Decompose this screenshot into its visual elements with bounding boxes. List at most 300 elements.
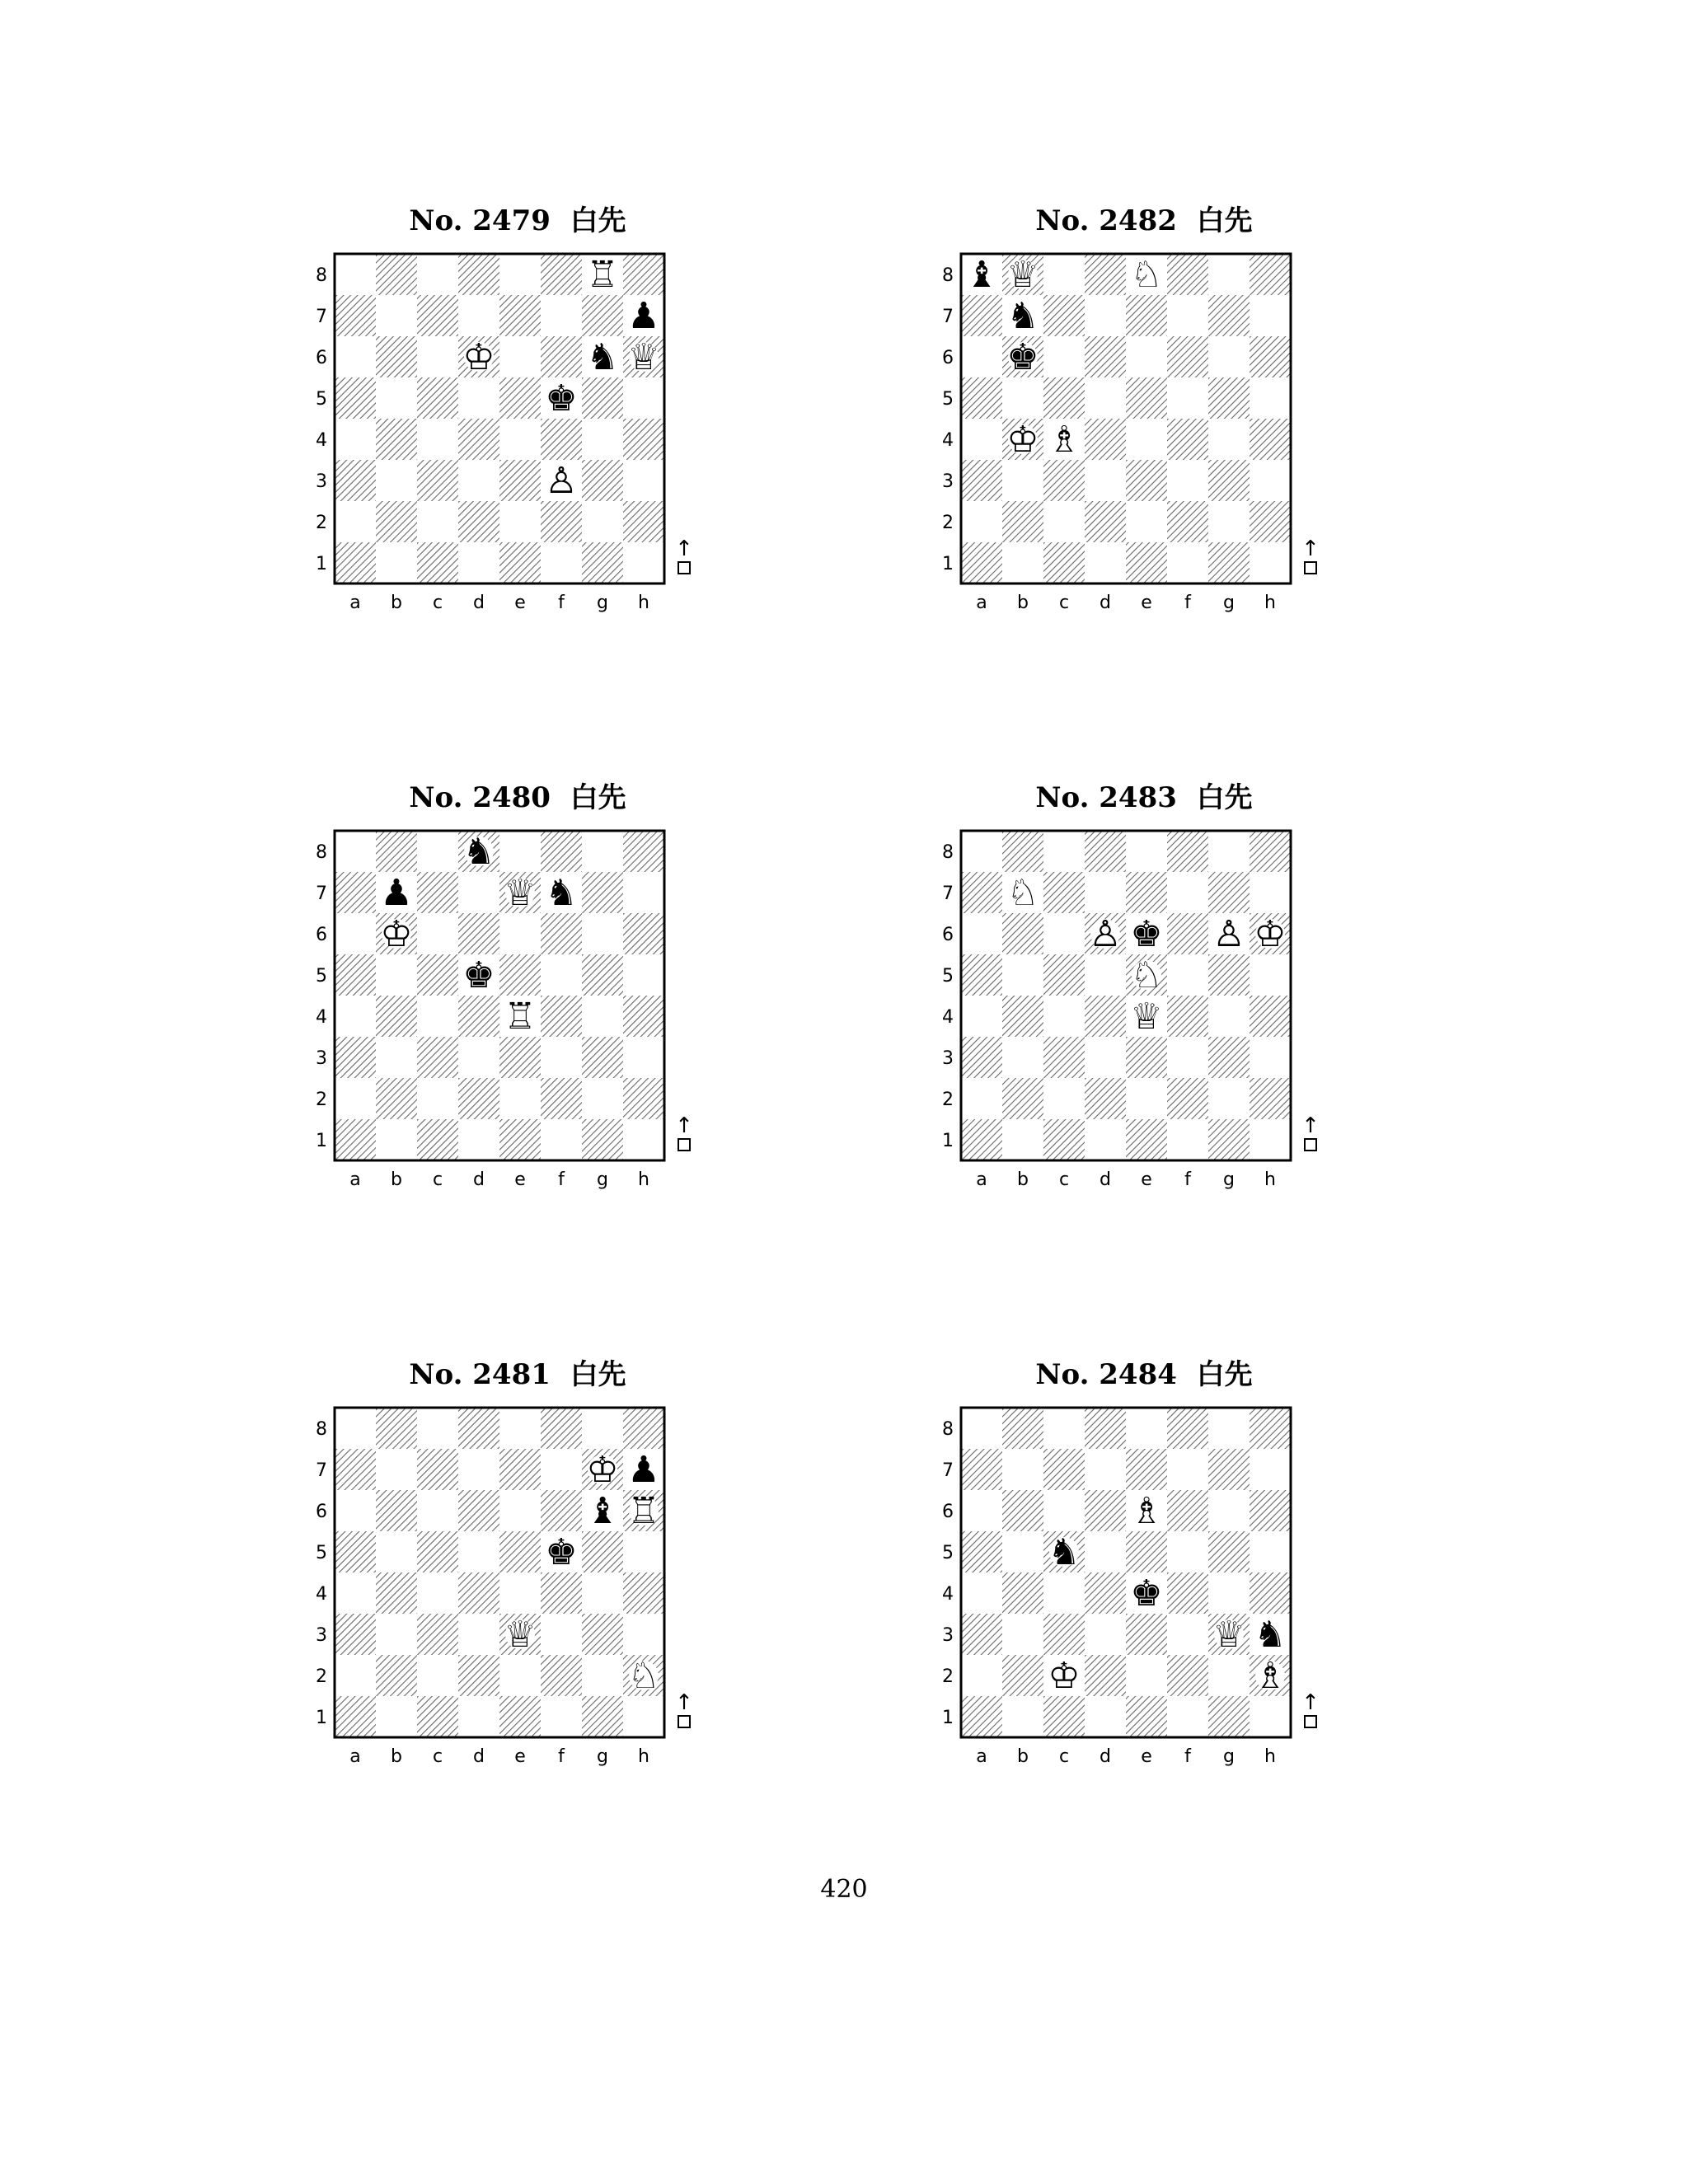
dark-square-a3 [961,1037,1002,1078]
light-square-h7 [623,872,664,913]
dark-square-b6 [1002,1490,1043,1531]
light-square-e6 [499,1490,541,1531]
light-square-a4 [335,1572,376,1614]
white-queen-icon: ♕ [504,872,537,914]
light-square-c4 [1043,1572,1085,1614]
rank-label: 2 [316,513,327,533]
rank-label: 2 [942,1666,954,1687]
dark-square-h8 [1250,254,1291,295]
dark-square-a7 [961,295,1002,336]
light-square-d1 [458,542,499,583]
light-square-d1 [458,1696,499,1737]
light-square-f3 [1167,1037,1208,1078]
dark-square-f6 [541,336,582,377]
white-queen-icon: ♕ [1130,996,1163,1038]
dark-square-g5 [582,377,623,419]
rank-label: 3 [316,1048,327,1069]
dark-square-c5 [417,377,458,419]
rank-label: 5 [942,389,954,410]
file-label: c [1058,593,1070,613]
light-square-d1 [458,1119,499,1160]
light-square-e2 [1126,1078,1167,1119]
dark-square-f6 [1167,913,1208,954]
rank-label: 2 [316,1090,327,1110]
light-square-b5 [376,954,417,996]
black-knight-icon: ♞ [1254,1614,1287,1656]
light-square-c2 [1043,501,1085,542]
dark-square-d8 [1085,831,1126,872]
rank-label: 3 [316,1625,327,1646]
dark-square-a3 [335,1614,376,1655]
dark-square-f2 [541,1655,582,1696]
light-square-d5 [458,377,499,419]
dark-square-a7 [335,295,376,336]
file-label: g [1223,1746,1235,1767]
file-label: d [473,593,485,613]
dark-square-f4 [1167,1572,1208,1614]
problem-stipulation: 白先 [1196,1358,1253,1391]
light-square-c6 [1043,913,1085,954]
light-square-f3 [1167,1614,1208,1655]
dark-square-d6 [458,913,499,954]
light-square-f5 [1167,377,1208,419]
black-king-icon: ♚ [1130,1572,1163,1615]
dark-square-a1 [961,1119,1002,1160]
dark-square-f2 [541,1078,582,1119]
light-square-f1 [541,1696,582,1737]
light-square-c6 [1043,1490,1085,1531]
rank-label: 4 [316,430,327,451]
light-square-e2 [499,1655,541,1696]
light-square-a4 [335,996,376,1037]
dark-square-b2 [1002,1655,1043,1696]
light-square-b5 [376,377,417,419]
file-label: b [1017,1169,1029,1190]
light-square-e8 [499,254,541,295]
problem-number: No. 2479 [409,204,551,237]
dark-square-h8 [1250,831,1291,872]
dark-square-h8 [623,1408,664,1449]
light-square-f7 [541,1449,582,1490]
rank-label: 8 [316,1419,327,1440]
side-to-move-box [678,1716,690,1727]
dark-square-a1 [335,1696,376,1737]
light-square-h3 [623,1037,664,1078]
problem-stipulation: 白先 [1196,204,1253,237]
black-bishop-icon: ♝ [586,1490,619,1532]
dark-square-h4 [1250,996,1291,1037]
rank-label: 7 [316,883,327,904]
dark-square-e5 [499,954,541,996]
light-square-d5 [1085,1531,1126,1572]
light-square-b1 [1002,1119,1043,1160]
dark-square-g7 [1208,295,1250,336]
black-king-icon: ♚ [545,1531,578,1573]
rank-label: 5 [316,1543,327,1563]
dark-square-a5 [335,377,376,419]
rank-label: 6 [942,925,954,945]
dark-square-g5 [1208,1531,1250,1572]
light-square-c8 [1043,1408,1085,1449]
light-square-g4 [1208,1572,1250,1614]
file-label: e [514,593,526,613]
light-square-g2 [1208,1655,1250,1696]
dark-square-h4 [1250,419,1291,460]
light-square-h3 [1250,1037,1291,1078]
file-label: b [391,593,402,613]
light-square-a2 [961,1078,1002,1119]
file-label: f [1184,1169,1191,1190]
light-square-c6 [417,336,458,377]
dark-square-b8 [376,1408,417,1449]
problem-stipulation: 白先 [1196,781,1253,814]
dark-square-f8 [1167,1408,1208,1449]
side-to-move-box [678,1139,690,1151]
white-pawn-icon: ♙ [1212,913,1245,955]
dark-square-f4 [541,1572,582,1614]
dark-square-e7 [1126,295,1167,336]
file-label: b [1017,1746,1029,1767]
dark-square-f6 [1167,1490,1208,1531]
file-label: c [432,1746,443,1767]
dark-square-g1 [582,1119,623,1160]
dark-square-g5 [1208,954,1250,996]
problem-stipulation: 白先 [570,204,626,237]
light-square-h1 [623,542,664,583]
white-knight-icon: ♘ [1130,254,1163,296]
light-square-b7 [376,1449,417,1490]
dark-square-e7 [499,1449,541,1490]
dark-square-b4 [376,1572,417,1614]
dark-square-c7 [1043,872,1085,913]
side-to-move-box [1305,562,1316,574]
light-square-a8 [335,254,376,295]
dark-square-c5 [417,1531,458,1572]
dark-square-e7 [1126,1449,1167,1490]
white-king-icon: ♔ [586,1449,619,1491]
light-square-a6 [335,913,376,954]
dark-square-c7 [1043,295,1085,336]
light-square-b3 [376,460,417,501]
light-square-d1 [1085,1119,1126,1160]
light-square-f5 [1167,1531,1208,1572]
file-label: a [349,1169,361,1190]
rank-label: 1 [316,1708,327,1728]
light-square-a6 [961,1490,1002,1531]
light-square-c4 [417,419,458,460]
dark-square-g1 [582,1696,623,1737]
file-label: g [1223,1169,1235,1190]
dark-square-h6 [1250,1490,1291,1531]
light-square-c8 [417,254,458,295]
rank-label: 1 [316,554,327,574]
dark-square-e5 [499,1531,541,1572]
rank-label: 1 [942,554,954,574]
rank-label: 3 [316,471,327,492]
chess-board [942,831,1343,1193]
dark-square-b8 [376,254,417,295]
side-to-move-box [678,562,690,574]
white-rook-icon: ♖ [627,1490,660,1532]
light-square-h3 [1250,460,1291,501]
chess-board [942,254,1343,616]
dark-square-e5 [499,377,541,419]
light-square-d3 [1085,1037,1126,1078]
rank-label: 3 [942,1625,954,1646]
file-label: d [473,1746,485,1767]
dark-square-h2 [623,1078,664,1119]
light-square-a8 [335,1408,376,1449]
file-label: b [1017,593,1029,613]
dark-square-a5 [335,1531,376,1572]
dark-square-e3 [499,460,541,501]
dark-square-e1 [1126,1696,1167,1737]
file-label: f [558,1169,565,1190]
light-square-g6 [1208,1490,1250,1531]
light-square-h1 [1250,1119,1291,1160]
file-label: d [1100,1169,1111,1190]
problem-title [321,198,714,238]
light-square-d7 [1085,872,1126,913]
white-king-icon: ♔ [462,336,495,378]
light-square-b3 [1002,1037,1043,1078]
light-square-b1 [1002,542,1043,583]
light-square-e2 [499,501,541,542]
light-square-h5 [623,377,664,419]
light-square-e6 [1126,336,1167,377]
dark-square-c1 [417,1119,458,1160]
light-square-d7 [458,1449,499,1490]
light-square-h5 [1250,377,1291,419]
dark-square-g1 [582,542,623,583]
dark-square-d4 [1085,996,1126,1037]
file-label: a [976,593,987,613]
light-square-c4 [1043,996,1085,1037]
dark-square-b6 [1002,913,1043,954]
light-square-b7 [376,295,417,336]
dark-square-f8 [541,831,582,872]
problem-title [321,1352,714,1392]
problem-2480 [316,775,783,1203]
dark-square-c7 [417,872,458,913]
dark-square-d8 [1085,254,1126,295]
white-king-icon: ♔ [380,913,413,955]
light-square-d5 [458,1531,499,1572]
dark-square-c1 [1043,1696,1085,1737]
dark-square-b6 [376,336,417,377]
file-label: d [473,1169,485,1190]
light-square-h5 [623,954,664,996]
file-label: c [1058,1746,1070,1767]
rank-label: 5 [942,1543,954,1563]
dark-square-b2 [1002,1078,1043,1119]
problem-stipulation: 白先 [570,1358,626,1391]
light-square-a6 [335,336,376,377]
dark-square-f2 [1167,1655,1208,1696]
rank-label: 2 [316,1666,327,1687]
light-square-d3 [458,460,499,501]
file-label: f [558,593,565,613]
arrow-up-icon: ↑ [675,537,693,561]
light-square-g2 [1208,501,1250,542]
light-square-a8 [961,831,1002,872]
dark-square-e3 [1126,460,1167,501]
light-square-d3 [458,1614,499,1655]
dark-square-g1 [1208,1696,1250,1737]
dark-square-g5 [1208,377,1250,419]
white-pawn-icon: ♙ [545,460,578,502]
light-square-a8 [335,831,376,872]
white-queen-icon: ♕ [1006,254,1039,296]
black-pawn-icon: ♟ [627,1449,660,1491]
file-label: d [1100,593,1111,613]
dark-square-h4 [623,996,664,1037]
file-label: f [558,1746,565,1767]
light-square-d7 [458,872,499,913]
light-square-d5 [1085,954,1126,996]
dark-square-a7 [961,1449,1002,1490]
light-square-b5 [376,1531,417,1572]
file-label: g [597,1746,608,1767]
light-square-e4 [1126,419,1167,460]
light-square-e8 [499,1408,541,1449]
chess-board [942,1408,1343,1770]
dark-square-a5 [335,954,376,996]
light-square-a2 [961,501,1002,542]
black-knight-icon: ♞ [1006,295,1039,337]
file-label: h [638,593,649,613]
white-king-icon: ♔ [1254,913,1287,955]
side-to-move-box [1305,1139,1316,1151]
dark-square-h8 [1250,1408,1291,1449]
black-bishop-icon: ♝ [965,254,998,296]
file-label: h [1264,1746,1276,1767]
rank-label: 1 [942,1131,954,1151]
file-label: a [976,1169,987,1190]
white-queen-icon: ♕ [504,1614,537,1656]
light-square-a2 [961,1655,1002,1696]
dark-square-b2 [376,501,417,542]
black-king-icon: ♚ [545,377,578,419]
dark-square-g7 [1208,1449,1250,1490]
problem-title [948,198,1340,238]
side-to-move-box [1305,1716,1316,1727]
light-square-g4 [1208,996,1250,1037]
light-square-c8 [417,831,458,872]
dark-square-h2 [623,501,664,542]
dark-square-h4 [623,419,664,460]
dark-square-d6 [458,1490,499,1531]
dark-square-f8 [541,1408,582,1449]
light-square-g4 [1208,419,1250,460]
black-pawn-icon: ♟ [627,295,660,337]
rank-label: 4 [942,1584,954,1605]
rank-label: 8 [942,1419,954,1440]
light-square-a4 [961,1572,1002,1614]
dark-square-d4 [458,419,499,460]
light-square-g8 [1208,254,1250,295]
light-square-g2 [582,501,623,542]
black-pawn-icon: ♟ [380,872,413,914]
dark-square-a3 [335,460,376,501]
white-king-icon: ♔ [1048,1655,1081,1697]
white-bishop-icon: ♗ [1048,419,1081,461]
rank-label: 4 [942,1007,954,1028]
light-square-b1 [376,1696,417,1737]
dark-square-g3 [582,1614,623,1655]
file-label: g [1223,593,1235,613]
dark-square-c7 [417,295,458,336]
light-square-h5 [1250,954,1291,996]
light-square-a2 [335,1655,376,1696]
page-number: 420 [820,1875,868,1904]
problem-2479 [316,198,783,626]
rank-label: 1 [316,1131,327,1151]
dark-square-d4 [458,1572,499,1614]
dark-square-f6 [541,913,582,954]
rank-label: 4 [942,430,954,451]
light-square-h1 [623,1696,664,1737]
white-king-icon: ♔ [1006,419,1039,461]
black-knight-icon: ♞ [1048,1531,1081,1573]
file-label: f [1184,593,1191,613]
light-square-d7 [458,295,499,336]
problem-2482 [942,198,1409,626]
dark-square-f8 [1167,831,1208,872]
dark-square-e1 [1126,1119,1167,1160]
light-square-h3 [623,460,664,501]
dark-square-a5 [961,1531,1002,1572]
file-label: e [514,1746,526,1767]
dark-square-b8 [1002,831,1043,872]
light-square-g8 [582,1408,623,1449]
chess-board [316,1408,717,1770]
dark-square-b8 [376,831,417,872]
light-square-c8 [417,1408,458,1449]
rank-label: 5 [316,966,327,987]
problem-2483 [942,775,1409,1203]
dark-square-c3 [417,1037,458,1078]
light-square-e2 [1126,501,1167,542]
dark-square-d4 [1085,1572,1126,1614]
light-square-e2 [1126,1655,1167,1696]
rank-label: 4 [316,1007,327,1028]
light-square-b5 [1002,1531,1043,1572]
file-label: h [1264,593,1276,613]
light-square-a2 [335,1078,376,1119]
dark-square-d8 [1085,1408,1126,1449]
dark-square-h4 [1250,1572,1291,1614]
dark-square-b4 [1002,1572,1043,1614]
rank-label: 7 [316,307,327,327]
light-square-d1 [1085,1696,1126,1737]
light-square-a4 [335,419,376,460]
file-label: f [1184,1746,1191,1767]
light-square-g8 [1208,831,1250,872]
light-square-f7 [1167,872,1208,913]
light-square-b3 [1002,460,1043,501]
light-square-h7 [1250,1449,1291,1490]
dark-square-d4 [458,996,499,1037]
white-rook-icon: ♖ [504,996,537,1038]
rank-label: 1 [942,1708,954,1728]
dark-square-d2 [458,1078,499,1119]
chess-board [316,831,717,1193]
file-label: a [349,1746,361,1767]
white-knight-icon: ♘ [1006,872,1039,914]
dark-square-b4 [376,419,417,460]
dark-square-g7 [582,295,623,336]
